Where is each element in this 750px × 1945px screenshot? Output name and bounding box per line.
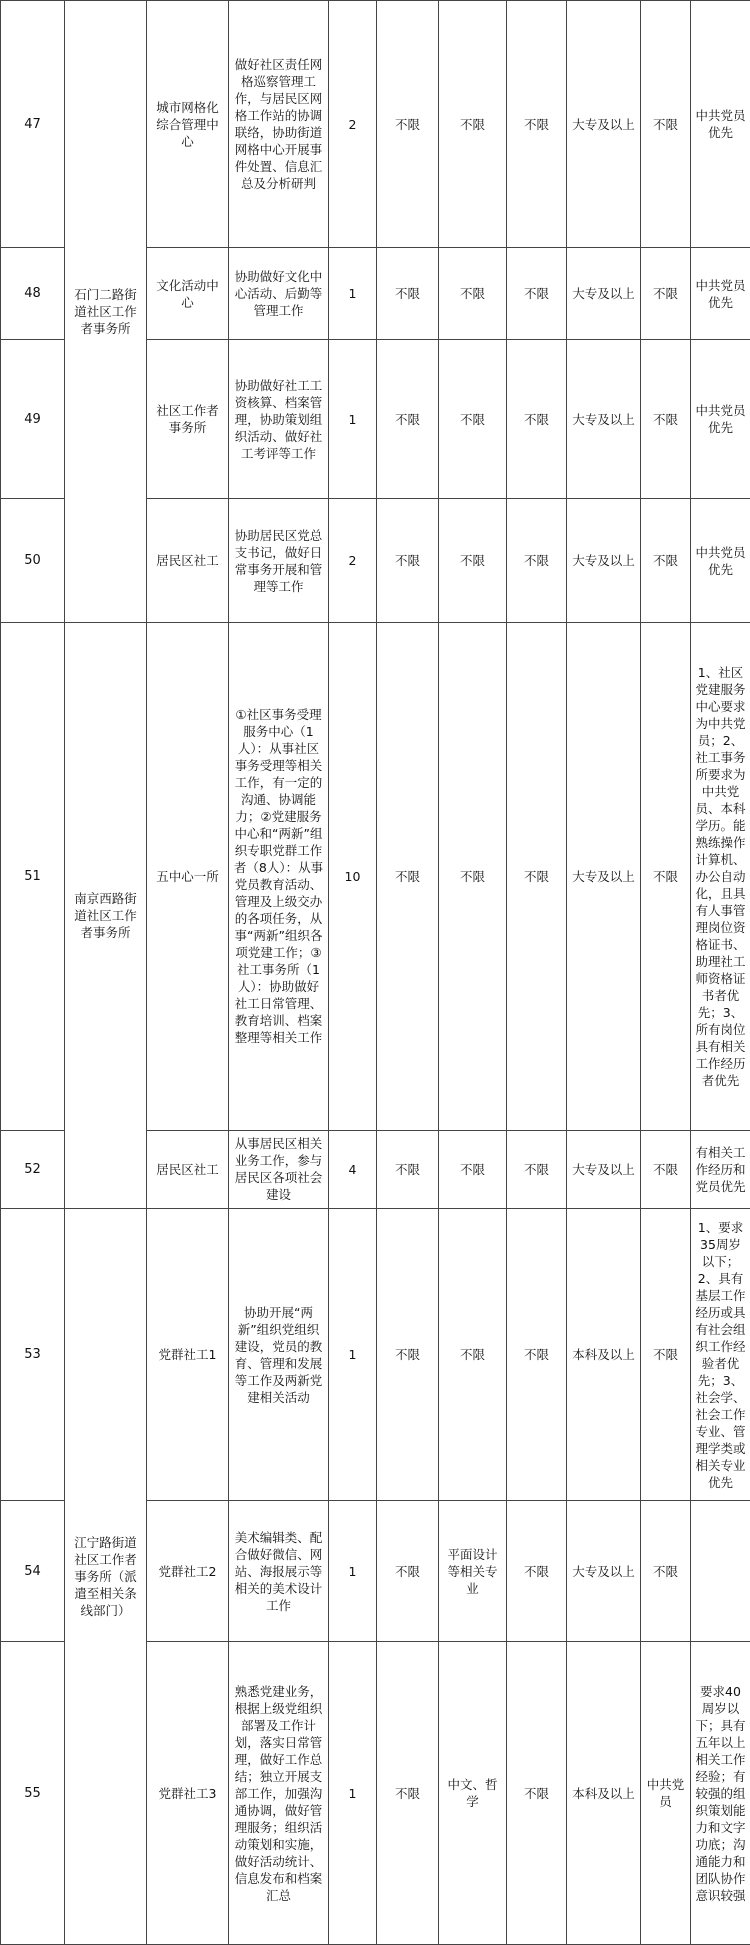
political-cell: 不限 <box>641 1501 691 1642</box>
political-cell: 不限 <box>641 1 691 248</box>
education-cell: 大专及以上 <box>567 1130 641 1209</box>
duty-cell: 协助做好社工工资核算、档案管理，协助策划组织活动、做好社工考评等工作 <box>229 340 329 499</box>
education-cell: 本科及以上 <box>567 1642 641 1945</box>
count-cell: 10 <box>329 622 377 1130</box>
department-cell: 石门二路街道社区工作者事务所 <box>65 1 147 623</box>
political-cell: 不限 <box>641 248 691 340</box>
major-cell: 不限 <box>439 1 507 248</box>
row-number: 49 <box>1 340 65 499</box>
age-cell: 不限 <box>377 622 439 1130</box>
degree-requirement-cell: 不限 <box>507 248 567 340</box>
age-cell: 不限 <box>377 1209 439 1501</box>
age-cell: 不限 <box>377 1501 439 1642</box>
degree-requirement-cell: 不限 <box>507 1501 567 1642</box>
degree-requirement-cell: 不限 <box>507 622 567 1130</box>
major-cell: 不限 <box>439 499 507 623</box>
note-cell: 要求40周岁以下；具有五年以上相关工作经验；有较强的组织策划能力和文字功底；沟通能力和团队协作意识较强 <box>691 1642 750 1945</box>
major-cell: 不限 <box>439 1209 507 1501</box>
count-cell: 1 <box>329 1642 377 1945</box>
note-cell: 中共党员优先 <box>691 1 750 248</box>
count-cell: 2 <box>329 1 377 248</box>
count-cell: 1 <box>329 248 377 340</box>
position-cell: 社区工作者事务所 <box>147 340 229 499</box>
duty-cell: 协助开展“两新”组织党组织建设，党员的教育、管理和发展等工作及两新党建相关活动 <box>229 1209 329 1501</box>
count-cell: 1 <box>329 340 377 499</box>
position-cell: 居民区社工 <box>147 1130 229 1209</box>
degree-requirement-cell: 不限 <box>507 1130 567 1209</box>
age-cell: 不限 <box>377 1 439 248</box>
duty-cell: 熟悉党建业务，根据上级党组织部署及工作计划，落实日常管理，做好工作总结；独立开展支部工作，加强沟通协调，做好管理服务；组织活动策划和实施，做好活动统计、信息发布和档案汇总 <box>229 1642 329 1945</box>
duty-cell: 从事居民区相关业务工作，参与居民区各项社会建设 <box>229 1130 329 1209</box>
department-cell: 江宁路街道社区工作者事务所（派遣至相关条线部门） <box>65 1209 147 1945</box>
row-number: 48 <box>1 248 65 340</box>
note-cell: 中共党员优先 <box>691 499 750 623</box>
age-cell: 不限 <box>377 340 439 499</box>
education-cell: 大专及以上 <box>567 622 641 1130</box>
department-cell: 南京西路街道社区工作者事务所 <box>65 622 147 1208</box>
row-number: 47 <box>1 1 65 248</box>
political-cell: 不限 <box>641 1130 691 1209</box>
education-cell: 大专及以上 <box>567 1501 641 1642</box>
political-cell: 中共党员 <box>641 1642 691 1945</box>
political-cell: 不限 <box>641 499 691 623</box>
position-cell: 城市网格化综合管理中心 <box>147 1 229 248</box>
note-cell: 有相关工作经历和党员优先 <box>691 1130 750 1209</box>
note-cell: 中共党员优先 <box>691 340 750 499</box>
row-number: 54 <box>1 1501 65 1642</box>
education-cell: 大专及以上 <box>567 1 641 248</box>
table-row <box>1 622 750 1130</box>
education-cell: 本科及以上 <box>567 1209 641 1501</box>
age-cell: 不限 <box>377 1130 439 1209</box>
position-cell: 党群社工3 <box>147 1642 229 1945</box>
political-cell: 不限 <box>641 340 691 499</box>
note-cell: 1、要求35周岁以下；2、具有基层工作经历或具有社会组织工作经验者优先；3、社会学、社会工作专业、管理学类或相关专业优先 <box>691 1209 750 1501</box>
duty-cell: 做好社区责任网格巡察管理工作，与居民区网格工作站的协调联络，协助街道网格中心开展事件处置、信息汇总及分析研判 <box>229 1 329 248</box>
political-cell: 不限 <box>641 1209 691 1501</box>
education-cell: 大专及以上 <box>567 340 641 499</box>
degree-requirement-cell: 不限 <box>507 1209 567 1501</box>
major-cell: 平面设计等相关专业 <box>439 1501 507 1642</box>
row-number: 51 <box>1 622 65 1130</box>
age-cell: 不限 <box>377 1642 439 1945</box>
degree-requirement-cell: 不限 <box>507 340 567 499</box>
row-number: 53 <box>1 1209 65 1501</box>
degree-requirement-cell: 不限 <box>507 1 567 248</box>
education-cell: 大专及以上 <box>567 499 641 623</box>
note-cell <box>691 1501 750 1642</box>
position-cell: 居民区社工 <box>147 499 229 623</box>
count-cell: 1 <box>329 1501 377 1642</box>
note-cell: 中共党员优先 <box>691 248 750 340</box>
major-cell: 不限 <box>439 340 507 499</box>
degree-requirement-cell: 不限 <box>507 499 567 623</box>
position-cell: 党群社工2 <box>147 1501 229 1642</box>
position-cell: 文化活动中心 <box>147 248 229 340</box>
major-cell: 不限 <box>439 248 507 340</box>
row-number: 52 <box>1 1130 65 1209</box>
major-cell: 不限 <box>439 1130 507 1209</box>
position-cell: 党群社工1 <box>147 1209 229 1501</box>
duty-cell: 协助居民区党总支书记，做好日常事务开展和管理等工作 <box>229 499 329 623</box>
duty-cell: ①社区事务受理服务中心（1人）：从事社区事务受理等相关工作，有一定的沟通、协调能力；②党建服务中心和“两新”组织专职党群工作者（8人）：从事党员教育活动、管理及上级交办的各项任务，从事“两新”组织各项党建工作；③社工事务所（1人）：协助做好社工日常管理、教育培训、档案整理等相关工作 <box>229 622 329 1130</box>
position-cell: 五中心一所 <box>147 622 229 1130</box>
duty-cell: 协助做好文化中心活动、后勤等管理工作 <box>229 248 329 340</box>
count-cell: 1 <box>329 1209 377 1501</box>
degree-requirement-cell: 不限 <box>507 1642 567 1945</box>
education-cell: 大专及以上 <box>567 248 641 340</box>
count-cell: 4 <box>329 1130 377 1209</box>
age-cell: 不限 <box>377 248 439 340</box>
age-cell: 不限 <box>377 499 439 623</box>
major-cell: 中文、哲学 <box>439 1642 507 1945</box>
note-cell: 1、社区党建服务中心要求为中共党员；2、社工事务所要求为中共党员、本科学历。能熟练操作计算机、办公自动化，且具有人事管理岗位资格证书、助理社工师资格证书者优先；3、所有岗位具有相关工作经历者优先 <box>691 622 750 1130</box>
political-cell: 不限 <box>641 622 691 1130</box>
duty-cell: 美术编辑类、配合做好微信、网站、海报展示等相关的美术设计工作 <box>229 1501 329 1642</box>
table-row <box>1 1209 750 1501</box>
table-row <box>1 1 750 248</box>
row-number: 50 <box>1 499 65 623</box>
major-cell: 不限 <box>439 622 507 1130</box>
row-number: 55 <box>1 1642 65 1945</box>
count-cell: 2 <box>329 499 377 623</box>
